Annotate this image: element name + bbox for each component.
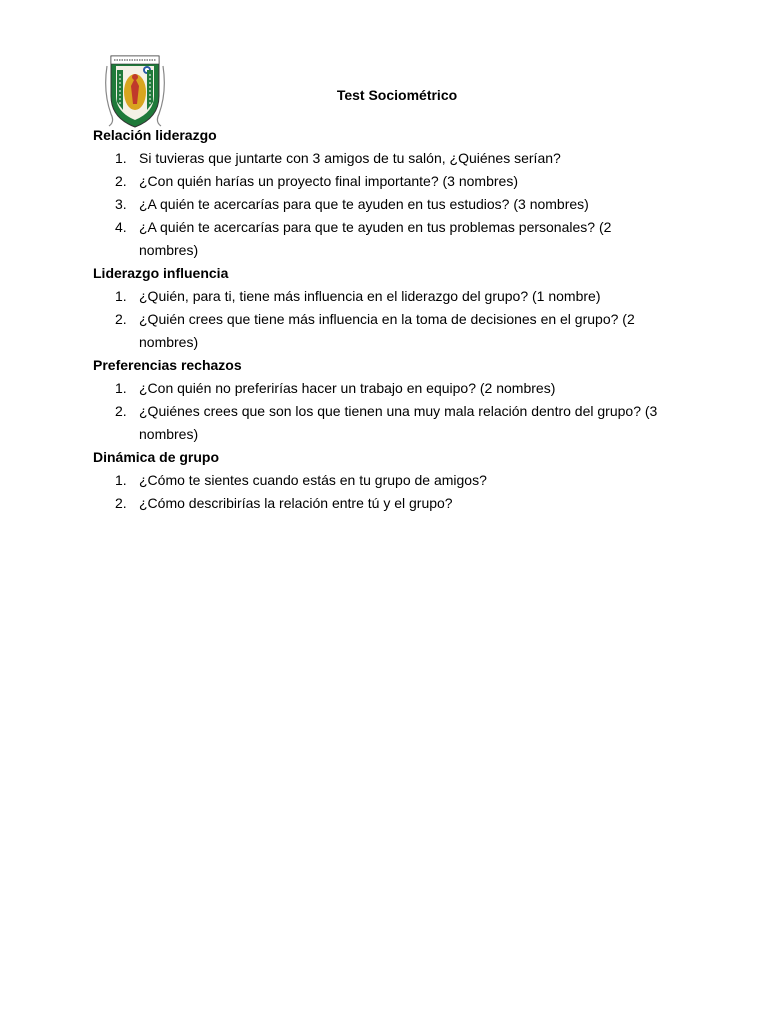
question-text: ¿Quién crees que tiene más influencia en la toma de decisiones en el grupo? (2 nombres) [139, 311, 635, 350]
section-dinamica-de-grupo [93, 446, 673, 515]
question-number: 2. [115, 173, 127, 189]
section-heading: Preferencias rechazos [93, 357, 242, 373]
question-number: 2. [115, 495, 127, 511]
section-heading: Dinámica de grupo [93, 449, 220, 465]
question-number: 1. [115, 288, 127, 304]
question-text: ¿A quién te acercarías para que te ayuden en tus problemas personales? (2 nombres) [139, 219, 612, 258]
question-text: ¿Quién, para ti, tiene más influencia en el liderazgo del grupo? (1 nombre) [139, 288, 601, 304]
question-number: 1. [115, 380, 127, 396]
section-heading: Relación liderazgo [93, 127, 217, 143]
questionnaire-body [93, 124, 673, 515]
question-item [93, 170, 673, 193]
question-item [93, 469, 673, 492]
question-number: 3. [115, 196, 127, 212]
question-item [93, 308, 673, 354]
question-number: 2. [115, 403, 127, 419]
document-title: Test Sociométrico [336, 87, 458, 103]
question-item [93, 492, 673, 515]
question-list [93, 147, 673, 262]
question-number: 4. [115, 219, 127, 235]
question-item [93, 377, 673, 400]
question-item [93, 193, 673, 216]
question-list [93, 377, 673, 446]
question-text: ¿Quiénes crees que son los que tienen una muy mala relación dentro del grupo? (3 nombres) [139, 403, 658, 442]
question-item [93, 400, 673, 446]
question-text: ¿A quién te acercarías para que te ayuden en tus estudios? (3 nombres) [139, 196, 589, 212]
section-liderazgo-influencia [93, 262, 673, 354]
section-heading: Liderazgo influencia [93, 265, 229, 281]
section-relacion-liderazgo [93, 124, 673, 262]
question-number: 2. [115, 311, 127, 327]
question-number: 1. [115, 150, 127, 166]
question-item [93, 285, 673, 308]
question-number: 1. [115, 472, 127, 488]
section-preferencias-rechazos [93, 354, 673, 446]
question-text: ¿Cómo describirías la relación entre tú y el grupo? [139, 495, 453, 511]
question-item [93, 216, 673, 262]
question-text: ¿Cómo te sientes cuando estás en tu grupo de amigos? [139, 472, 487, 488]
question-text: ¿Con quién no preferirías hacer un trabajo en equipo? (2 nombres) [139, 380, 556, 396]
question-list [93, 285, 673, 354]
question-text: ¿Con quién harías un proyecto final importante? (3 nombres) [139, 173, 518, 189]
question-item [93, 147, 673, 170]
question-list [93, 469, 673, 515]
question-text: Si tuvieras que juntarte con 3 amigos de tu salón, ¿Quiénes serían? [139, 150, 561, 166]
